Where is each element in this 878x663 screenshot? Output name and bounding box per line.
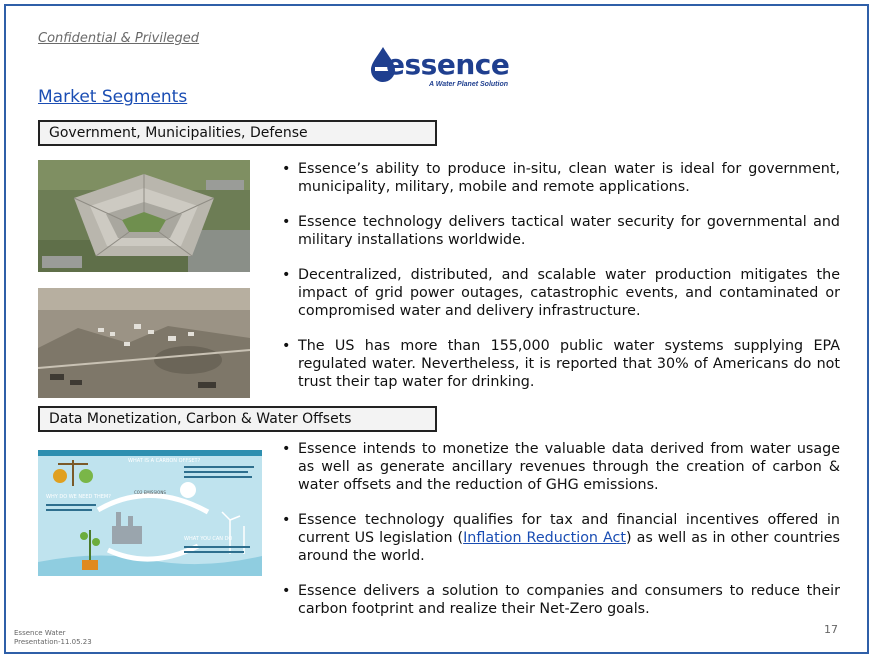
footer-presentation: Presentation-11.05.23 xyxy=(14,638,92,646)
bullet-item xyxy=(282,511,840,565)
scale-icon xyxy=(53,460,93,486)
infographic-title-why: WHY DO WE NEED THEM? xyxy=(46,494,111,500)
essence-logo xyxy=(368,46,508,92)
section-heading-data: Data Monetization, Carbon & Water Offsets xyxy=(38,406,437,432)
bullet-item: • Essence delivers a solution to companies and consumers to reduce their carbon footprint and realize their Net-Zero goals. xyxy=(282,582,840,618)
bullet-item: • Decentralized, distributed, and scalable water production mitigates the impact of grid power outages, catastrophic events, and contaminated or compromised water and delivery infrastructure. xyxy=(282,266,840,320)
cloud-icon xyxy=(180,482,196,498)
government-bullet-list xyxy=(282,160,840,408)
infographic-title-offset: WHAT IS A CARBON OFFSET? xyxy=(128,458,201,464)
inflation-reduction-act-link[interactable]: Inflation Reduction Act xyxy=(463,530,626,546)
section-heading-government: Government, Municipalities, Defense xyxy=(38,120,437,146)
logo-tagline: A Water Planet Solution xyxy=(429,81,508,88)
confidential-label: Confidential & Privileged xyxy=(38,31,200,46)
page-title: Market Segments xyxy=(38,87,188,107)
infographic-label: CO2 EMISSIONS xyxy=(134,490,166,495)
pentagon-aerial-image xyxy=(38,160,250,272)
bullet-item: • Essence technology delivers tactical water security for governmental and military installations worldwide. xyxy=(282,213,840,249)
logo-wordmark: essence xyxy=(386,48,510,81)
data-bullet-list xyxy=(282,440,840,635)
page-number: 17 xyxy=(824,623,838,636)
military-base-image xyxy=(38,288,250,398)
footer-info xyxy=(14,629,92,647)
bullet-text: Essence technology qualifies for tax and financial incentives offered in current US legislation ( xyxy=(298,512,840,546)
bullet-item: • Essence intends to monetize the valuable data derived from water usage as well as generate ancillary revenues through the creation of carbon & water offsets and the reduction of GHG emissions. xyxy=(282,440,840,494)
bullet-item: • Essence’s ability to produce in-situ, clean water is ideal for government, municipality, military, mobile and remote applications. xyxy=(282,160,840,196)
footer-company: Essence Water xyxy=(14,629,66,637)
bullet-item: • The US has more than 155,000 public water systems supplying EPA regulated water. Nevertheless, it is reported that 30% of Americans do not trust their tap water for drinking. xyxy=(282,337,840,391)
infographic-title-what: WHAT YOU CAN DO xyxy=(184,536,233,542)
carbon-offset-infographic xyxy=(38,450,262,576)
bullet-text: ) as well as in other countries around the world. xyxy=(298,530,840,564)
